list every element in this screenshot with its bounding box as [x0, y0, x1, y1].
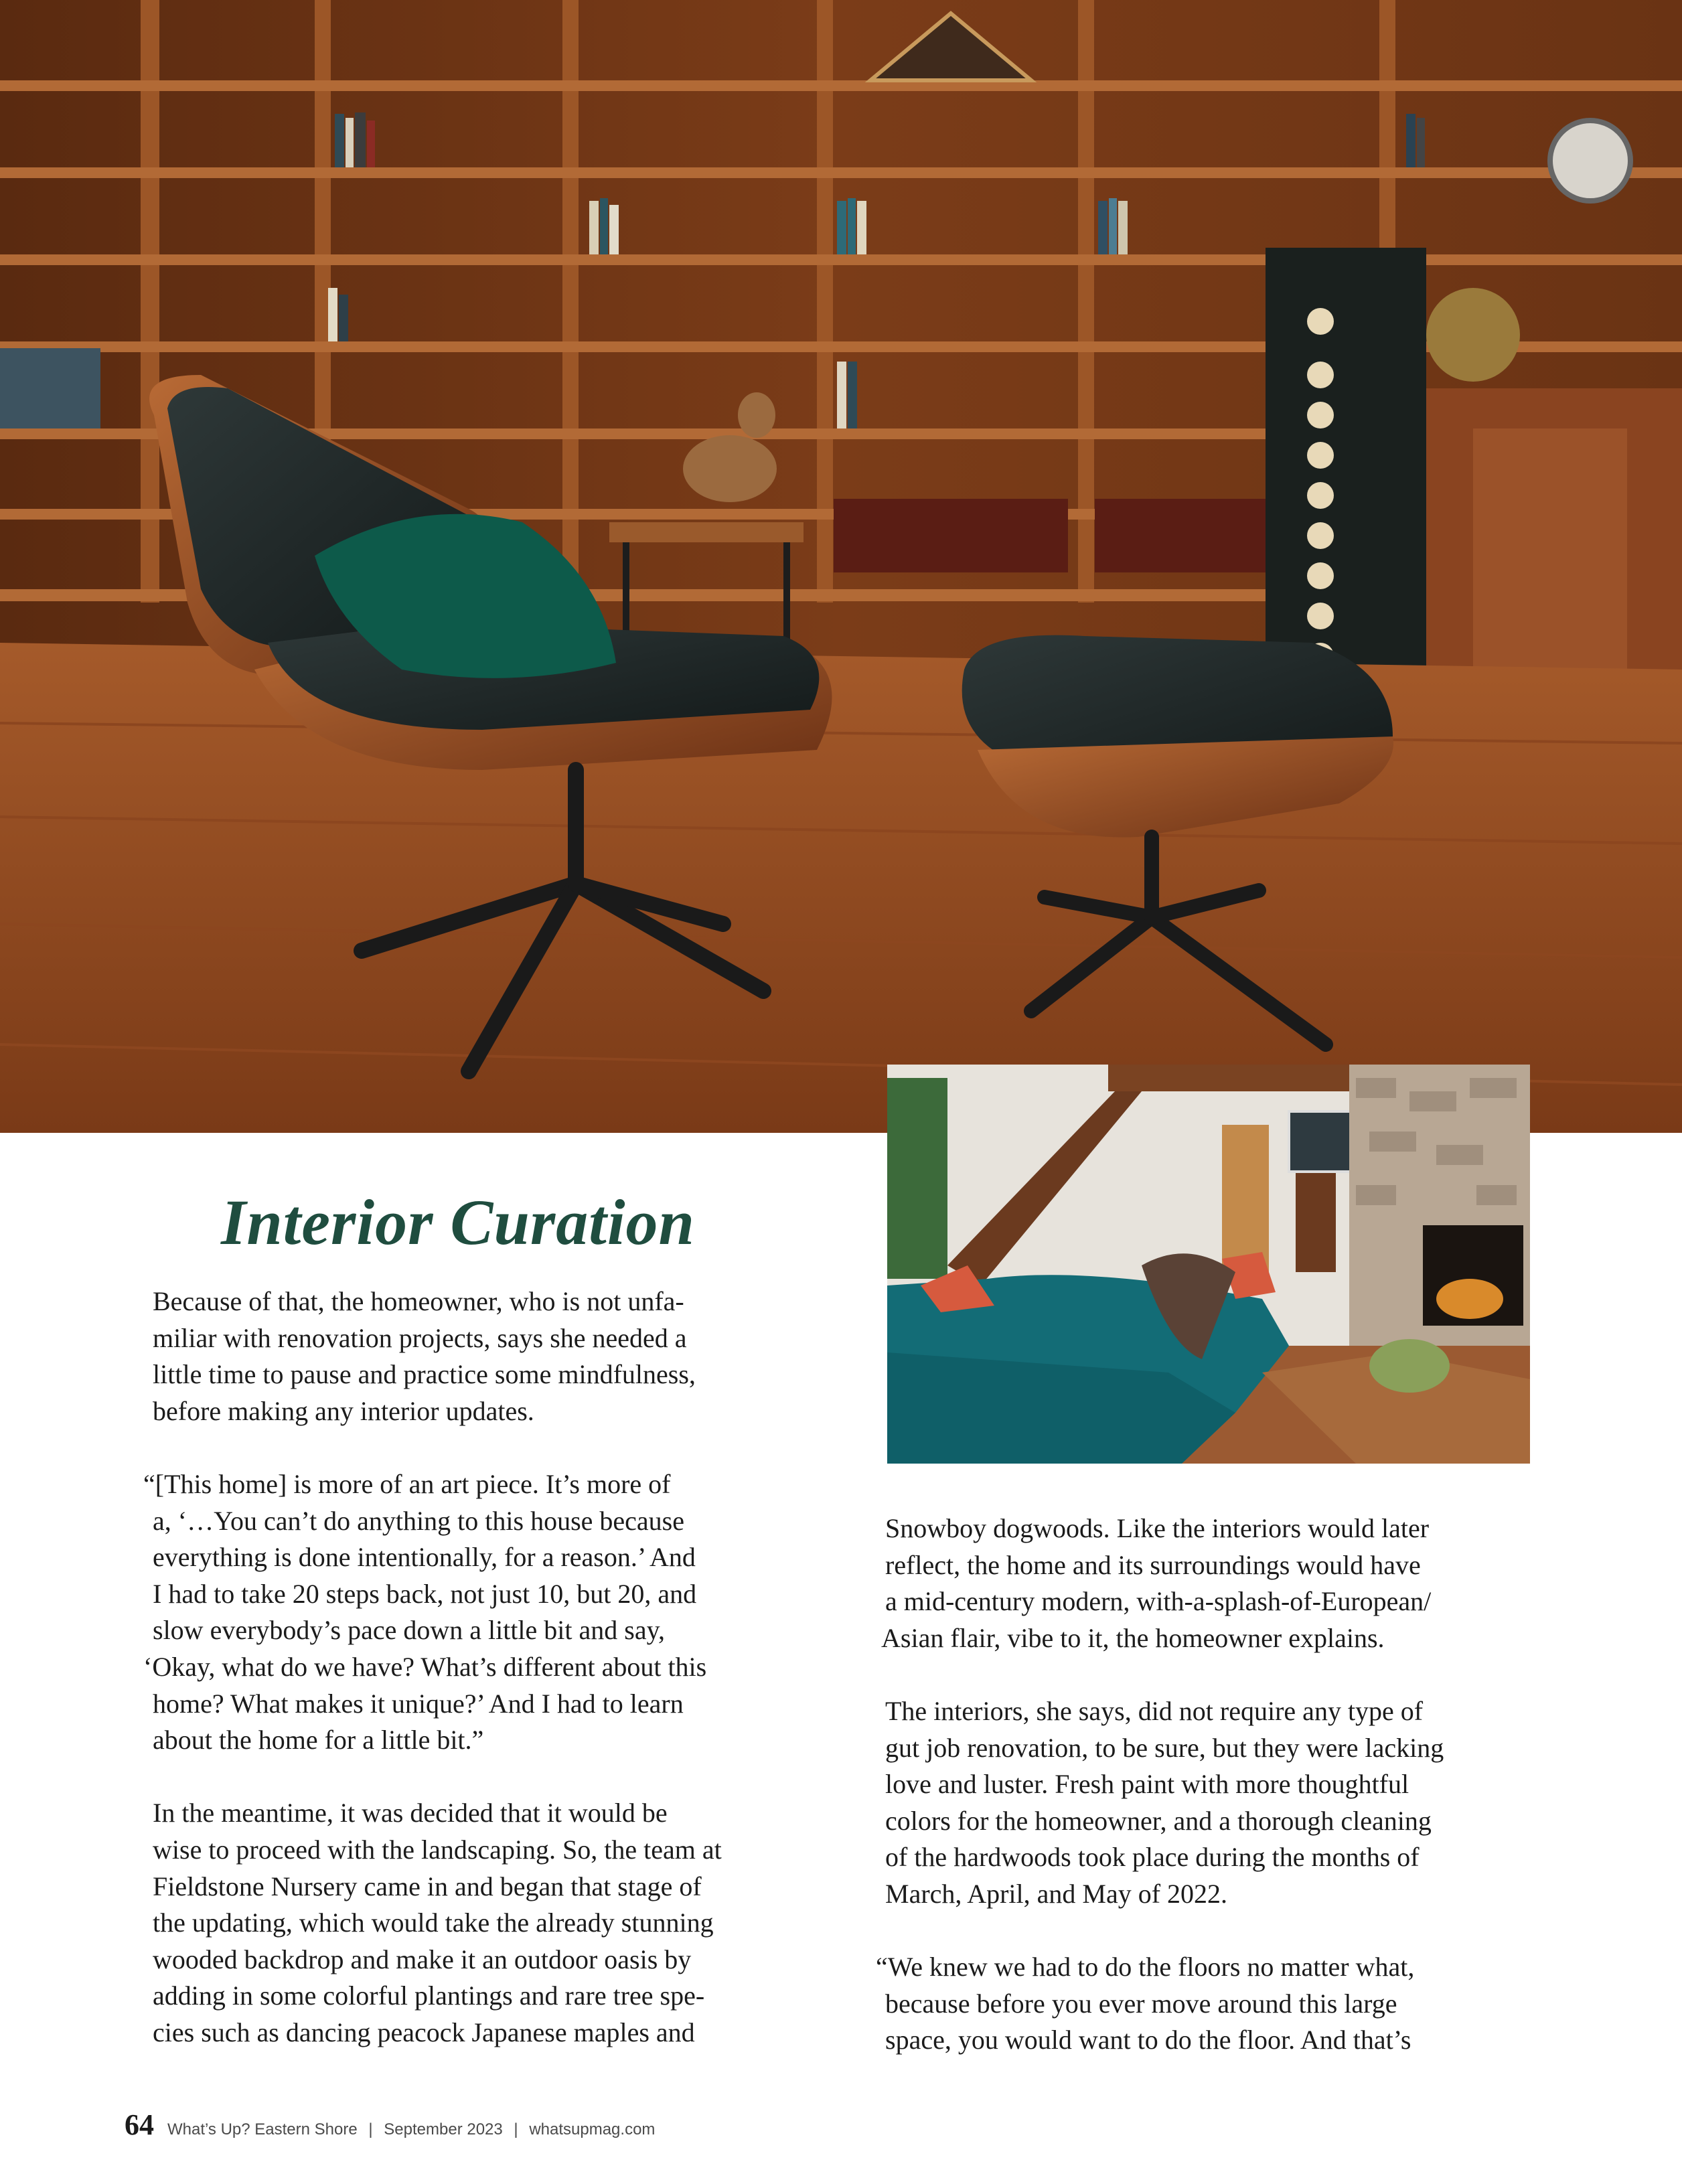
- text-line: a mid-century modern, with-a-splash-of-European/: [885, 1586, 1432, 1617]
- footer-info: [167, 2120, 655, 2139]
- website-link[interactable]: whatsupmag.com: [529, 2120, 656, 2138]
- text-line: about the home for a little bit.”: [153, 1725, 484, 1756]
- inset-photo-living-room: [887, 1065, 1530, 1464]
- footer-separator: |: [368, 2120, 373, 2138]
- text-line: Snowboy dogwoods. Like the interiors would later: [885, 1513, 1430, 1543]
- text-line: colors for the homeowner, and a thorough cleaning: [885, 1805, 1432, 1836]
- paragraph: [153, 1795, 795, 2051]
- text-line: everything is done intentionally, for a reason.’ And: [153, 1542, 696, 1573]
- text-line: little time to pause and practice some mindfulness,: [153, 1359, 696, 1390]
- text-line: slow everybody’s pace down a little bit and say,: [153, 1615, 665, 1646]
- text-line: Because of that, the homeowner, who is not unfa-: [153, 1286, 684, 1316]
- text-line: miliar with renovation projects, says she needed a: [153, 1322, 687, 1353]
- text-line: because before you ever move around this large: [885, 1988, 1397, 2019]
- text-line: love and luster. Fresh paint with more thoughtful: [885, 1769, 1409, 1800]
- text-line: wise to proceed with the landscaping. So, the team at: [153, 1834, 722, 1865]
- article-column-right: [876, 1510, 1528, 2096]
- page-footer: [125, 2108, 655, 2140]
- quote-paragraph: [876, 1949, 1528, 2059]
- text-line: space, you would want to do the floor. And that’s: [885, 2025, 1411, 2055]
- text-line: reflect, the home and its surroundings would have: [885, 1549, 1421, 1580]
- text-line: ‘Okay, what do we have? What’s different about this: [143, 1651, 707, 1682]
- section-heading: Interior Curation: [221, 1186, 695, 1258]
- text-line: I had to take 20 steps back, not just 10, but 20, and: [153, 1578, 697, 1609]
- text-line: Asian flair, vibe to it, the homeowner explains.: [881, 1622, 1385, 1653]
- text-line: of the hardwoods took place during the months of: [885, 1842, 1420, 1873]
- publication-name: What’s Up? Eastern Shore: [167, 2120, 358, 2138]
- text-line: home? What makes it unique?’ And I had to learn: [153, 1688, 684, 1719]
- text-line: before making any interior updates.: [153, 1395, 534, 1426]
- text-line: The interiors, she says, did not require any type of: [885, 1695, 1424, 1726]
- paragraph: [881, 1510, 1528, 1656]
- footer-separator: |: [514, 2120, 518, 2138]
- text-line: In the meantime, it was decided that it would be: [153, 1798, 668, 1828]
- inset-photo-illustration: [887, 1065, 1530, 1464]
- text-line: adding in some colorful plantings and rare tree spe-: [153, 1980, 705, 2011]
- article-column-left: [143, 1283, 795, 2088]
- text-line: “We knew we had to do the floors no matter what,: [876, 1952, 1415, 1982]
- issue-date: September 2023: [384, 2120, 503, 2138]
- paragraph: [885, 1693, 1528, 1913]
- text-line: wooded backdrop and make it an outdoor oasis by: [153, 1944, 692, 1974]
- text-line: cies such as dancing peacock Japanese maples and: [153, 2017, 695, 2047]
- text-line: the updating, which would take the already stunning: [153, 1907, 714, 1938]
- page-number: 64: [125, 2108, 154, 2141]
- text-line: gut job renovation, to be sure, but they were lacking: [885, 1732, 1444, 1763]
- text-line: Fieldstone Nursery came in and began that stage of: [153, 1871, 702, 1901]
- text-line: a, ‘…You can’t do anything to this house because: [153, 1505, 684, 1536]
- text-line: “[This home] is more of an art piece. It’s more of: [143, 1468, 671, 1499]
- text-line: March, April, and May of 2022.: [885, 1878, 1228, 1909]
- quote-paragraph: [143, 1466, 795, 1759]
- paragraph: [153, 1283, 795, 1429]
